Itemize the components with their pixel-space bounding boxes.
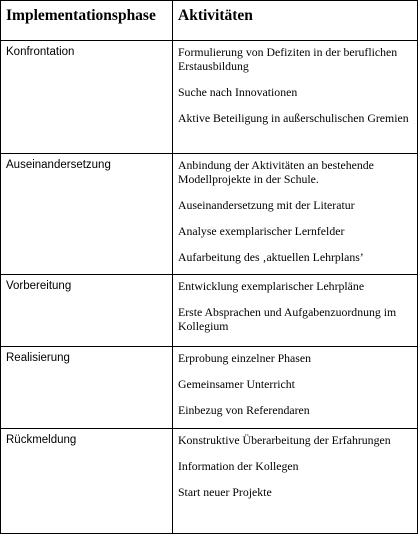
header-activities: Aktivitäten (173, 1, 418, 41)
table-row (1, 347, 418, 429)
header-phase: Implementationsphase (1, 1, 173, 41)
phase-cell: Auseinandersetzung (1, 154, 173, 275)
phase-cell: Vorbereitung (1, 275, 173, 347)
activity-item: Information der Kollegen (178, 459, 299, 473)
activity-item: Einbezug von Referendaren (178, 403, 310, 417)
activities-cell (173, 275, 418, 347)
table-row (1, 275, 418, 347)
activity-item: Anbindung der Aktivitäten an bestehende Modellprojekte in der Schule. (178, 158, 374, 186)
header-row (1, 1, 418, 41)
phase-cell: Rückmeldung (1, 429, 173, 534)
activities-cell (173, 154, 418, 275)
activity-item: Aktive Beteiligung in außerschulischen Gremien (178, 111, 409, 125)
table-row (1, 429, 418, 534)
activity-item: Suche nach Innovationen (178, 85, 298, 99)
activity-item: Entwicklung exemplarischer Lehrpläne (178, 279, 365, 293)
activities-cell (173, 429, 418, 534)
table-row (1, 41, 418, 154)
phase-cell: Realisierung (1, 347, 173, 429)
activity-item: Start neuer Projekte (178, 485, 272, 499)
activity-item: Analyse exemplarischer Lernfelder (178, 224, 345, 238)
activity-item: Erprobung einzelner Phasen (178, 351, 311, 365)
phase-cell: Konfrontation (1, 41, 173, 154)
activity-item: Auseinandersetzung mit der Literatur (178, 198, 355, 212)
activities-cell (173, 41, 418, 154)
activities-cell (173, 347, 418, 429)
activity-item: Konstruktive Überarbeitung der Erfahrungen (178, 433, 391, 447)
activity-item: Formulierung von Defiziten in der beruflichen Erstausbildung (178, 45, 398, 73)
activity-item: Erste Absprachen und Aufgabenzuordnung im Kollegium (178, 305, 397, 333)
table-row (1, 154, 418, 275)
activity-item: Gemeinsamer Unterricht (178, 377, 295, 391)
activity-item: Aufarbeitung des ‚aktuellen Lehrplans’ (178, 250, 364, 264)
